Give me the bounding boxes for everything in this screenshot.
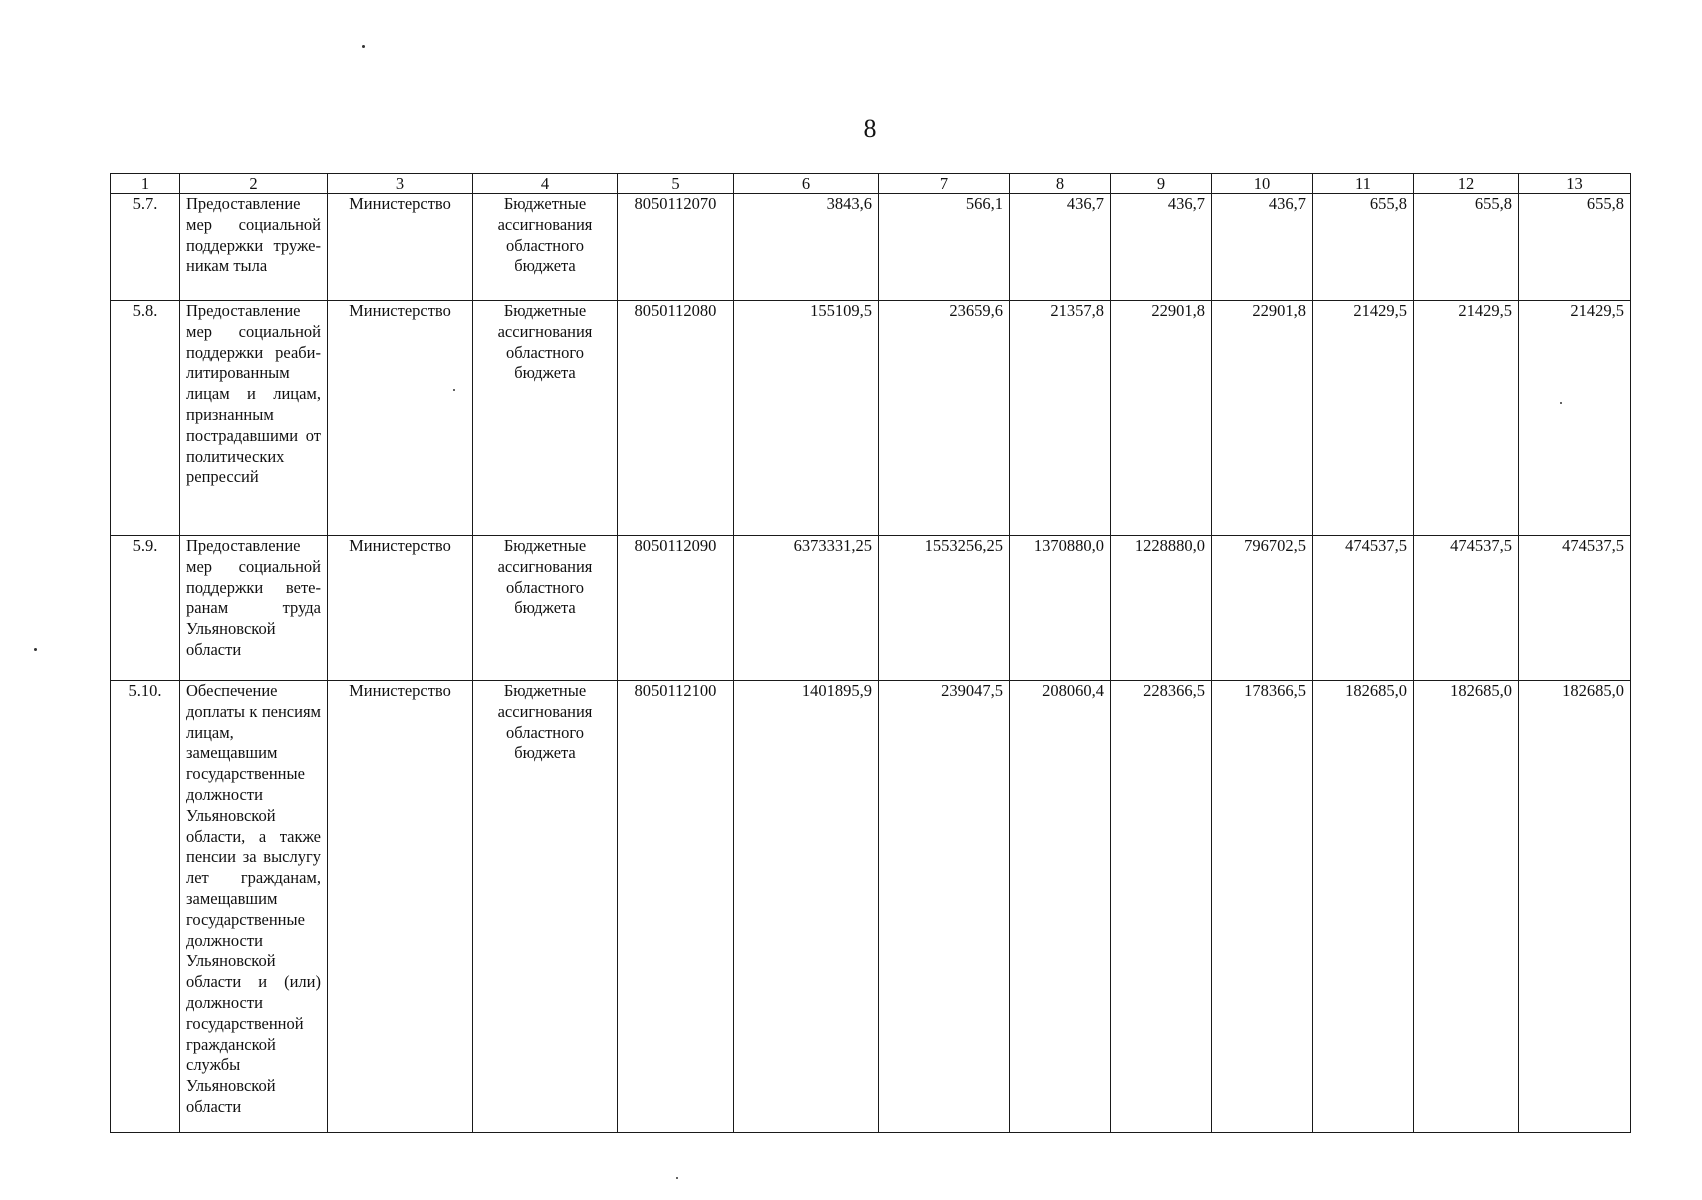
scan-speck — [676, 1177, 678, 1179]
budget-table — [110, 173, 1631, 1133]
value-cell: 182685,0 — [1313, 681, 1414, 1133]
budget-code-cell: 8050112100 — [618, 681, 734, 1133]
table-row — [111, 301, 1631, 536]
row-number: 5.7. — [111, 194, 180, 301]
column-header: 4 — [473, 174, 618, 194]
table-row — [111, 536, 1631, 681]
value-cell: 474537,5 — [1519, 536, 1631, 681]
column-header: 8 — [1010, 174, 1111, 194]
value-cell: 1553256,25 — [879, 536, 1010, 681]
measure-name: Предоставление мер социальной поддержки ветеранам труда Ульяновской области — [180, 536, 328, 681]
column-header: 12 — [1414, 174, 1519, 194]
table-row — [111, 194, 1631, 301]
row-number: 5.8. — [111, 301, 180, 536]
measure-name: Предоставление мер социальной поддержки реабилитированным лицам и лицам, признанным пострадавшими от политических репрессий — [180, 301, 328, 536]
row-number: 5.9. — [111, 536, 180, 681]
column-header: 11 — [1313, 174, 1414, 194]
value-cell: 566,1 — [879, 194, 1010, 301]
value-cell: 178366,5 — [1212, 681, 1313, 1133]
funding-source-cell: Бюджетные ассигнования областного бюджета — [473, 194, 618, 301]
value-cell: 228366,5 — [1111, 681, 1212, 1133]
executor-cell: Министерство — [328, 194, 473, 301]
column-header: 1 — [111, 174, 180, 194]
value-cell: 655,8 — [1519, 194, 1631, 301]
value-cell: 208060,4 — [1010, 681, 1111, 1133]
executor-cell: Министерство — [328, 536, 473, 681]
measure-name: Предоставление мер социальной поддержки труженикам тыла — [180, 194, 328, 301]
value-cell: 23659,6 — [879, 301, 1010, 536]
value-cell: 1228880,0 — [1111, 536, 1212, 681]
value-cell: 436,7 — [1111, 194, 1212, 301]
value-cell: 182685,0 — [1519, 681, 1631, 1133]
value-cell: 21429,5 — [1414, 301, 1519, 536]
value-cell: 796702,5 — [1212, 536, 1313, 681]
executor-cell: Министерство — [328, 301, 473, 536]
column-header: 2 — [180, 174, 328, 194]
value-cell: 182685,0 — [1414, 681, 1519, 1133]
budget-code-cell: 8050112080 — [618, 301, 734, 536]
value-cell: 1401895,9 — [734, 681, 879, 1133]
value-cell: 436,7 — [1010, 194, 1111, 301]
value-cell: 1370880,0 — [1010, 536, 1111, 681]
column-header: 10 — [1212, 174, 1313, 194]
scan-speck — [1560, 402, 1562, 404]
funding-source-cell: Бюджетные ассигнования областного бюджета — [473, 681, 618, 1133]
value-cell: 155109,5 — [734, 301, 879, 536]
funding-source-cell: Бюджетные ассигнования областного бюджета — [473, 301, 618, 536]
value-cell: 21429,5 — [1313, 301, 1414, 536]
value-cell: 21429,5 — [1519, 301, 1631, 536]
measure-name: Обеспечение доплаты к пенсиям лицам, замещавшим государственные должности Ульяновской области, а также пенсии за выслугу лет гражданам, замещавшим государственные должности Ульяновской области и (или) должности государственной гражданской службы Ульяновской области — [180, 681, 328, 1133]
page-number: 8 — [863, 114, 877, 143]
budget-code-cell: 8050112070 — [618, 194, 734, 301]
value-cell: 22901,8 — [1212, 301, 1313, 536]
column-header: 3 — [328, 174, 473, 194]
scan-speck — [34, 648, 37, 651]
value-cell: 474537,5 — [1414, 536, 1519, 681]
value-cell: 655,8 — [1414, 194, 1519, 301]
column-header: 5 — [618, 174, 734, 194]
value-cell: 22901,8 — [1111, 301, 1212, 536]
value-cell: 474537,5 — [1313, 536, 1414, 681]
value-cell: 3843,6 — [734, 194, 879, 301]
value-cell: 6373331,25 — [734, 536, 879, 681]
executor-cell: Министерство — [328, 681, 473, 1133]
table-row — [111, 681, 1631, 1133]
value-cell: 436,7 — [1212, 194, 1313, 301]
budget-code-cell: 8050112090 — [618, 536, 734, 681]
table-header-row — [111, 174, 1631, 194]
value-cell: 21357,8 — [1010, 301, 1111, 536]
scan-speck — [362, 45, 365, 48]
row-number: 5.10. — [111, 681, 180, 1133]
column-header: 9 — [1111, 174, 1212, 194]
column-header: 13 — [1519, 174, 1631, 194]
value-cell: 655,8 — [1313, 194, 1414, 301]
scan-speck — [453, 389, 455, 391]
funding-source-cell: Бюджетные ассигнования областного бюджета — [473, 536, 618, 681]
column-header: 6 — [734, 174, 879, 194]
value-cell: 239047,5 — [879, 681, 1010, 1133]
column-header: 7 — [879, 174, 1010, 194]
